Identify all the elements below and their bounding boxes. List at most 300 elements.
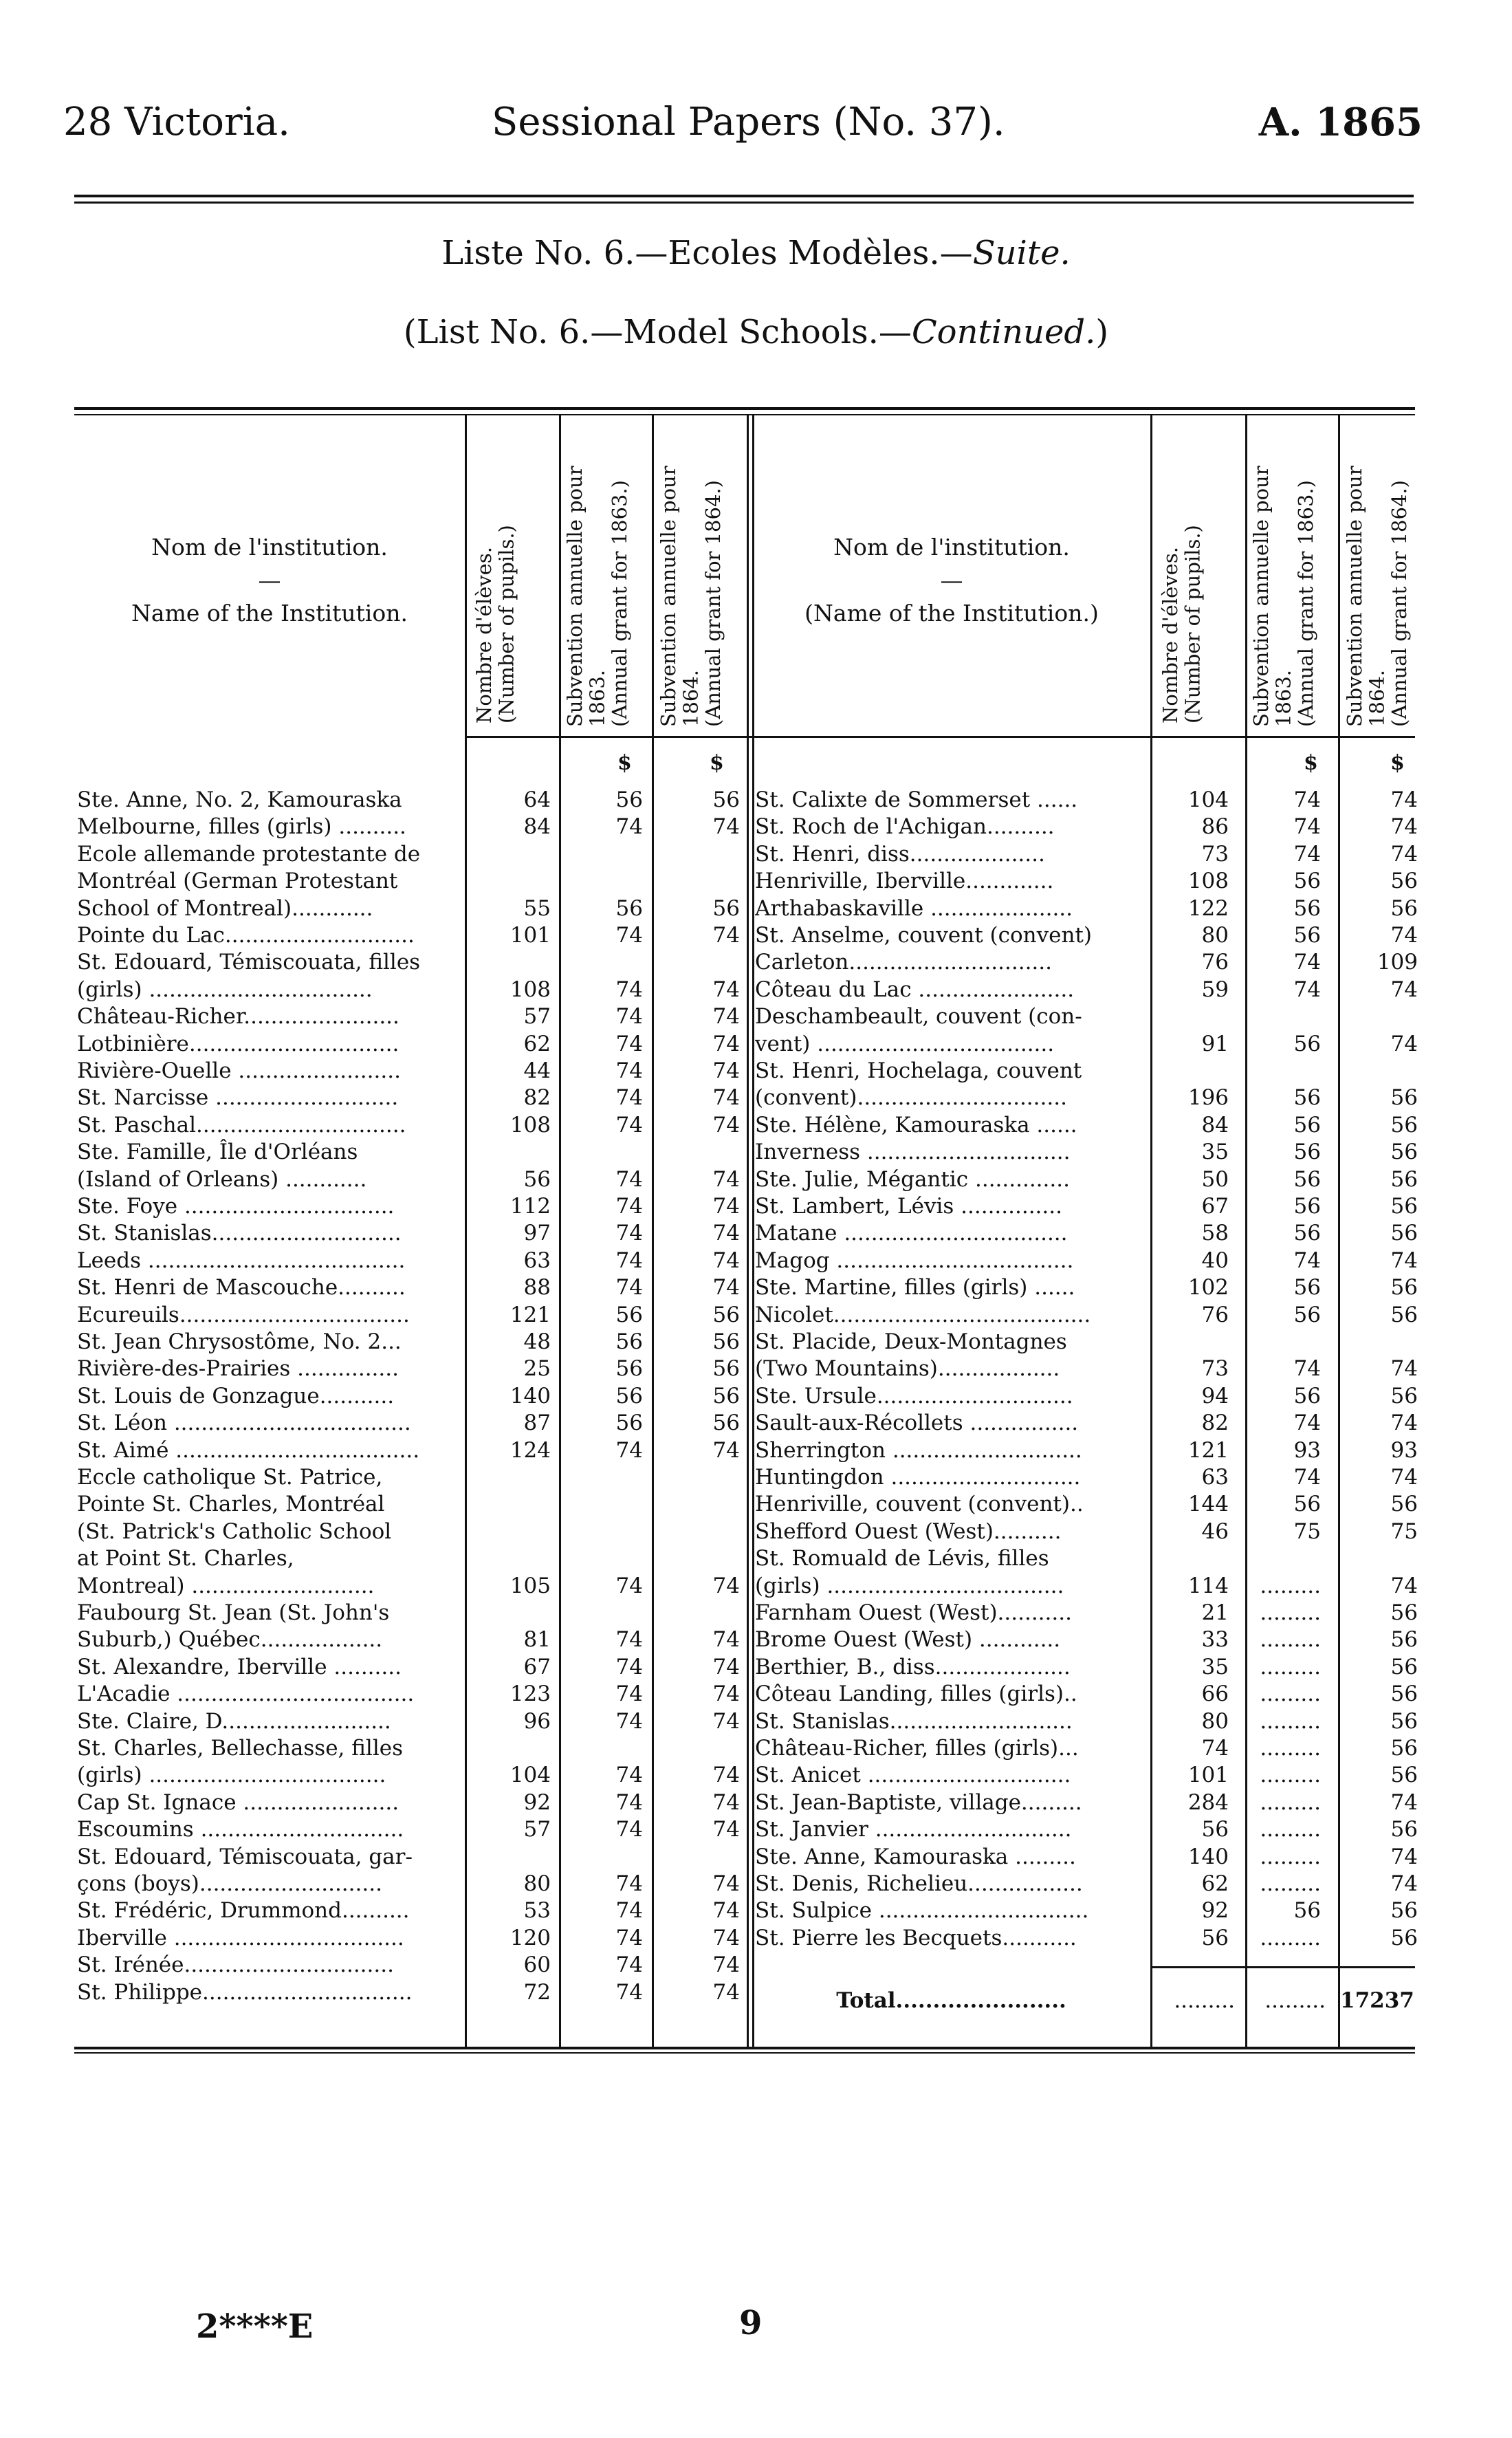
model-schools-table (74, 407, 1418, 2044)
school-name: Sault-aux-Récollets ................ (755, 1411, 1079, 1436)
school-name: Deschambeault, couvent (con- (755, 1004, 1082, 1030)
grant-1863-cell: 74 (615, 1221, 643, 1246)
grant-1864-cell: 74 (712, 1925, 740, 1950)
grant-1864-cell: 74 (712, 1708, 740, 1734)
pupils-cell: 74 (1201, 1736, 1229, 1761)
school-name: St. Janvier ............................. (755, 1817, 1072, 1842)
grant-1864-cell: 56 (1390, 1302, 1418, 1327)
school-name: Montréal (German Protestant (77, 869, 398, 894)
school-name: St. Louis de Gonzague........... (77, 1383, 395, 1408)
pupils-cell: 108 (510, 977, 551, 1002)
table-row (74, 1166, 740, 1193)
table-row (74, 1545, 737, 1571)
grant-1863-cell: 74 (615, 1004, 643, 1030)
grant-1864-cell: 56 (1390, 1194, 1418, 1219)
table-row (752, 1248, 1418, 1274)
table-row (74, 895, 740, 922)
table-row (74, 1329, 740, 1355)
school-name: Magog ................................... (755, 1248, 1074, 1273)
pupils-cell: 57 (523, 1817, 551, 1842)
table-row (752, 1925, 1418, 1951)
left-g64-b: 1864. (679, 669, 703, 727)
left-dollar-1863: $ (617, 751, 632, 775)
grant-1863-cell: 56 (1293, 1194, 1321, 1219)
grant-1864-cell: 74 (1390, 1789, 1418, 1815)
table-row (752, 1600, 1418, 1626)
table-row (74, 1356, 740, 1382)
right-g63-b: 1863. (1271, 669, 1295, 727)
left-grant1863-header (564, 421, 631, 727)
grant-1863-cell: 74 (615, 1058, 643, 1083)
pupils-cell: 114 (1187, 1573, 1229, 1598)
grant-1864-cell: 56 (1390, 1654, 1418, 1679)
left-g63-b: 1863. (585, 669, 609, 727)
school-name: Château-Richer....................... (77, 1004, 399, 1030)
table-row (752, 868, 1418, 894)
table-row (74, 1708, 740, 1734)
grant-1863-cell: 74 (615, 1898, 643, 1924)
grant-1864-cell: 56 (712, 1356, 740, 1382)
grant-1863-cell: ......... (1260, 1925, 1321, 1950)
school-name: Ste. Hélène, Kamouraska ...... (755, 1112, 1077, 1138)
grant-1864-cell: 74 (712, 1681, 740, 1707)
table-row (752, 1274, 1418, 1300)
left-pupils-header (473, 448, 518, 723)
school-name: St. Sulpice ............................... (755, 1898, 1089, 1924)
table-row (752, 922, 1418, 948)
pupils-cell: 88 (523, 1275, 551, 1300)
pupils-cell: 56 (1201, 1817, 1229, 1842)
pupils-cell: 144 (1187, 1492, 1229, 1517)
table-row (74, 1437, 740, 1463)
grant-1863-cell: ......... (1260, 1736, 1321, 1761)
table-row (752, 1329, 1415, 1355)
grant-1863-cell: 56 (615, 1302, 643, 1327)
school-name: Côteau Landing, filles (girls).. (755, 1681, 1077, 1707)
school-name: (St. Patrick's Catholic School (77, 1519, 392, 1544)
pupils-cell: 67 (523, 1654, 551, 1679)
pupils-cell: 55 (523, 895, 551, 921)
school-name: Inverness .............................. (755, 1140, 1071, 1165)
grant-1864-cell: 74 (712, 977, 740, 1002)
table-row (752, 1789, 1418, 1816)
right-name-header (752, 531, 1151, 630)
school-name: Sherrington ............................ (755, 1437, 1082, 1463)
school-name: Ste. Famille, Île d'Orléans (77, 1140, 358, 1165)
pupils-cell: 44 (523, 1058, 551, 1083)
grant-1864-cell: 56 (1390, 1221, 1418, 1246)
pupils-cell: 67 (1201, 1194, 1229, 1219)
grant-1864-cell: 74 (712, 1058, 740, 1083)
total-label: Total....................... (836, 1988, 1066, 2013)
grant-1864-cell: 56 (1390, 1166, 1418, 1192)
grant-1863-cell: ......... (1260, 1817, 1321, 1842)
school-name: Faubourg St. Jean (St. John's (77, 1600, 390, 1625)
school-name: Ste. Anne, No. 2, Kamouraska (77, 787, 402, 812)
total-rule (1150, 1966, 1415, 1968)
grant-1864-cell: 74 (1390, 841, 1418, 867)
table-row (752, 977, 1418, 1003)
title-french-main: Liste No. 6.—Ecoles Modèles.— (441, 234, 973, 272)
left-g64-c: (Annual grant for 1864.) (701, 480, 725, 727)
grant-1864-cell: 56 (1390, 1112, 1418, 1138)
grant-1863-cell: ......... (1260, 1654, 1321, 1679)
table-row (74, 1302, 740, 1328)
school-name: (girls) ................................... (77, 1763, 386, 1788)
grant-1863-cell: 74 (615, 814, 643, 840)
school-name: St. Calixte de Sommerset ...... (755, 787, 1078, 812)
pupils-cell: 84 (523, 814, 551, 840)
school-name: St. Anselme, couvent (convent) (755, 923, 1092, 948)
pupils-cell: 76 (1201, 950, 1229, 975)
table-row (752, 1844, 1418, 1870)
school-name: çons (boys)........................... (77, 1871, 382, 1896)
grant-1864-cell: 74 (712, 1112, 740, 1138)
table-bottom-rule (74, 2047, 1415, 2049)
grant-1863-cell: ......... (1260, 1871, 1321, 1896)
school-name: Ecole allemande protestante de (77, 841, 421, 867)
page-number: 9 (739, 2304, 763, 2342)
grant-1863-cell: ......... (1260, 1600, 1321, 1625)
pupils-cell: 62 (1201, 1871, 1229, 1896)
grant-1863-cell: 93 (1293, 1437, 1321, 1463)
total-1863: ......... (1264, 1988, 1326, 2013)
left-name-en: Name of the Institution. (131, 599, 408, 627)
grant-1863-cell: 56 (615, 1411, 643, 1436)
grant-1864-cell: 56 (1390, 1925, 1418, 1950)
table-row (752, 1193, 1418, 1219)
table-row (74, 1681, 740, 1707)
header-rule-bottom (74, 202, 1414, 204)
grant-1863-cell: 74 (615, 1952, 643, 1978)
grant-1863-cell: 56 (1293, 1166, 1321, 1192)
title-english-main: (List No. 6.—Model Schools.— (403, 313, 912, 351)
school-name: L'Acadie ................................... (77, 1681, 415, 1707)
table-row (74, 1464, 737, 1490)
right-g63-c: (Annual grant for 1863.) (1293, 480, 1317, 727)
pupils-cell: 84 (1201, 1112, 1229, 1138)
pupils-cell: 122 (1187, 895, 1229, 921)
school-name: St. Aimé .................................... (77, 1437, 420, 1463)
grant-1864-cell: 74 (712, 1031, 740, 1056)
school-name: Ecureuils.................................. (77, 1302, 410, 1327)
school-name: Matane ................................. (755, 1221, 1068, 1246)
right-dollar-1864: $ (1390, 751, 1405, 775)
grant-1864-cell: 74 (1390, 814, 1418, 840)
pupils-cell: 80 (1201, 1708, 1229, 1734)
grant-1863-cell: 56 (615, 1383, 643, 1408)
total-row (752, 1988, 1415, 2014)
table-row (74, 1925, 740, 1951)
pupils-cell: 102 (1187, 1275, 1229, 1300)
grant-1863-cell: 74 (615, 1085, 643, 1111)
pupils-cell: 64 (523, 787, 551, 812)
grant-1863-cell: 56 (1293, 1031, 1321, 1056)
table-row (752, 1871, 1418, 1897)
school-name: Cap St. Ignace ....................... (77, 1789, 399, 1815)
pupils-cell: 91 (1201, 1031, 1229, 1056)
table-row (752, 1573, 1418, 1599)
pupils-cell: 82 (523, 1085, 551, 1111)
pupils-cell: 121 (510, 1302, 551, 1327)
table-row (752, 1031, 1418, 1057)
grant-1863-cell: 74 (1293, 1248, 1321, 1273)
pupils-cell: 81 (523, 1627, 551, 1653)
grant-1864-cell: 56 (1390, 1681, 1418, 1707)
school-name: Leeds ...................................... (77, 1248, 406, 1273)
school-name: Farnham Ouest (West)........... (755, 1600, 1072, 1625)
table-row (752, 1708, 1418, 1734)
school-name: (girls) ................................. (77, 977, 373, 1002)
grant-1864-cell: 74 (1390, 1871, 1418, 1896)
school-name: Ste. Martine, filles (girls) ...... (755, 1275, 1075, 1300)
grant-1863-cell: 74 (1293, 1356, 1321, 1382)
school-name: St. Romuald de Lévis, filles (755, 1546, 1049, 1571)
right-pupils-header (1159, 448, 1204, 723)
pupils-cell: 108 (1187, 869, 1229, 894)
grant-1864-cell: 74 (712, 923, 740, 948)
table-row (752, 1437, 1418, 1463)
header-year: A. 1865 (1258, 100, 1423, 145)
grant-1864-cell: 74 (1390, 1031, 1418, 1056)
school-name: Henriville, couvent (convent).. (755, 1492, 1084, 1517)
grant-1864-cell: 74 (712, 1437, 740, 1463)
grant-1863-cell: 56 (1293, 923, 1321, 948)
table-row (74, 949, 737, 975)
school-name: at Point St. Charles, (77, 1546, 294, 1571)
table-row (752, 1356, 1418, 1382)
grant-1863-cell: 74 (615, 1708, 643, 1734)
grant-1863-cell: 74 (615, 923, 643, 948)
table-row (752, 1003, 1415, 1030)
pupils-cell: 59 (1201, 977, 1229, 1002)
table-row (752, 949, 1418, 975)
grant-1863-cell: ......... (1260, 1573, 1321, 1598)
school-name: St. Charles, Bellechasse, filles (77, 1736, 404, 1761)
pupils-cell: 73 (1201, 1356, 1229, 1382)
school-name: Montreal) ........................... (77, 1573, 375, 1598)
grant-1864-cell: 74 (712, 1221, 740, 1246)
table-row (74, 1897, 740, 1924)
grant-1864-cell: 56 (1390, 1275, 1418, 1300)
grant-1863-cell: 56 (1293, 1140, 1321, 1165)
table-row (752, 1410, 1418, 1436)
pupils-cell: 124 (510, 1437, 551, 1463)
table-row (752, 814, 1418, 840)
pupils-cell: 60 (523, 1952, 551, 1978)
total-1864: 17237 (1340, 1988, 1414, 2013)
right-dollar-1863: $ (1304, 751, 1318, 775)
pupils-cell: 80 (1201, 923, 1229, 948)
school-name: Pointe St. Charles, Montréal (77, 1492, 385, 1517)
school-name: St. Philippe............................... (77, 1979, 413, 2005)
pupils-cell: 96 (523, 1708, 551, 1734)
grant-1863-cell: 56 (1293, 895, 1321, 921)
school-name: (convent)............................... (755, 1085, 1067, 1111)
grant-1863-cell: 56 (1293, 1221, 1321, 1246)
grant-1864-cell: 56 (1390, 1817, 1418, 1842)
left-g64-a: Subvention annuelle pour (657, 466, 680, 727)
table-bottom-rule-thin (74, 2052, 1415, 2054)
grant-1863-cell: 74 (615, 1166, 643, 1192)
pupils-cell: 35 (1201, 1654, 1229, 1679)
school-name: Côteau du Lac ....................... (755, 977, 1075, 1002)
grant-1864-cell: 56 (1390, 895, 1418, 921)
school-name: Ste. Julie, Mégantic .............. (755, 1166, 1070, 1192)
school-name: Henriville, Iberville............. (755, 869, 1054, 894)
school-name: St. Anicet .............................. (755, 1763, 1071, 1788)
table-row (74, 1626, 740, 1653)
school-name: St. Stanislas............................ (77, 1221, 402, 1246)
left-name-fr: Nom de l'institution. (151, 534, 388, 560)
total-pupils: ......... (1174, 1988, 1235, 2013)
school-name: Carleton.............................. (755, 950, 1052, 975)
grant-1863-cell: 74 (1293, 1465, 1321, 1490)
grant-1863-cell: 56 (615, 787, 643, 812)
pupils-cell: 105 (510, 1573, 551, 1598)
grant-1863-cell: 56 (615, 895, 643, 921)
right-name-fr: Nom de l'institution. (833, 534, 1070, 560)
grant-1863-cell: 56 (1293, 1112, 1321, 1138)
grant-1864-cell: 74 (712, 1979, 740, 2005)
grant-1864-cell: 74 (712, 1275, 740, 1300)
grant-1864-cell: 109 (1377, 950, 1418, 975)
grant-1863-cell: 56 (615, 1356, 643, 1382)
left-name-header (74, 531, 465, 630)
right-g63-a: Subvention annuelle pour (1249, 466, 1273, 727)
grant-1864-cell: 56 (1390, 1898, 1418, 1924)
table-row (752, 1058, 1415, 1084)
table-row (752, 1220, 1418, 1246)
pupils-cell: 112 (510, 1194, 551, 1219)
table-row (752, 1519, 1418, 1545)
grant-1863-cell: 74 (1293, 787, 1321, 812)
school-name: St. Placide, Deux-Montagnes (755, 1329, 1067, 1354)
grant-1863-cell: 74 (615, 1871, 643, 1896)
table-row (752, 787, 1418, 813)
school-name: School of Montreal)............ (77, 895, 373, 921)
grant-1863-cell: 74 (615, 1275, 643, 1300)
pupils-cell: 140 (510, 1383, 551, 1408)
grant-1864-cell: 74 (712, 1763, 740, 1788)
grant-1864-cell: 74 (712, 1004, 740, 1030)
table-row (752, 1112, 1418, 1138)
table-row (752, 1491, 1418, 1517)
pupils-cell: 56 (523, 1166, 551, 1192)
table-row (74, 1762, 740, 1788)
school-name: St. Irénée............................... (77, 1952, 394, 1978)
grant-1863-cell: 74 (1293, 1411, 1321, 1436)
grant-1863-cell: 74 (615, 1979, 643, 2005)
school-name: St. Denis, Richelieu................. (755, 1871, 1083, 1896)
title-english-close: ) (1095, 313, 1109, 351)
grant-1864-cell: 56 (1390, 869, 1418, 894)
table-row (74, 1003, 740, 1030)
table-row (74, 1952, 740, 1978)
school-name: Ste. Claire, D......................... (77, 1708, 391, 1734)
school-name: (girls) ................................... (755, 1573, 1064, 1598)
grant-1864-cell: 74 (1390, 1248, 1418, 1273)
grant-1864-cell: 74 (712, 814, 740, 840)
grant-1863-cell: 56 (1293, 1492, 1321, 1517)
table-row (752, 1816, 1418, 1842)
grant-1864-cell: 74 (712, 1573, 740, 1598)
school-name: Iberville .................................. (77, 1925, 404, 1950)
grant-1863-cell: 74 (615, 1654, 643, 1679)
pupils-cell: 56 (1201, 1925, 1229, 1950)
school-name: Nicolet...................................... (755, 1302, 1091, 1327)
grant-1864-cell: 56 (1390, 1763, 1418, 1788)
school-name: (Two Mountains).................. (755, 1356, 1060, 1382)
table-row (74, 1274, 740, 1300)
right-pupils-fr: Nombre d'élèves. (1159, 547, 1182, 723)
col-sep-4 (747, 415, 749, 2047)
right-g64-a: Subvention annuelle pour (1343, 466, 1366, 727)
pupils-cell: 21 (1201, 1600, 1229, 1625)
grant-1864-cell: 74 (712, 1085, 740, 1111)
school-name: St. Jean-Baptiste, village......... (755, 1789, 1082, 1815)
grant-1864-cell: 56 (1390, 1736, 1418, 1761)
table-row (752, 1383, 1418, 1409)
pupils-cell: 63 (523, 1248, 551, 1273)
header-papers: Sessional Papers (No. 37). (492, 100, 1005, 144)
grant-1864-cell: 56 (712, 787, 740, 812)
table-row (74, 977, 740, 1003)
pupils-cell: 66 (1201, 1681, 1229, 1707)
grant-1863-cell: ......... (1260, 1708, 1321, 1734)
school-name: St. Pierre les Becquets........... (755, 1925, 1077, 1950)
grant-1863-cell: ......... (1260, 1763, 1321, 1788)
table-row (752, 841, 1418, 867)
pupils-cell: 196 (1187, 1085, 1229, 1111)
grant-1864-cell: 74 (1390, 1356, 1418, 1382)
table-top-rule-thin (74, 414, 1415, 415)
table-row (74, 1519, 737, 1545)
school-name: Melbourne, filles (girls) .......... (77, 814, 406, 840)
table-row (752, 1762, 1418, 1788)
grant-1864-cell: 74 (1390, 977, 1418, 1002)
school-name: St. Roch de l'Achigan.......... (755, 814, 1055, 840)
header-session: 28 Victoria. (63, 100, 290, 144)
school-name: St. Edouard, Témiscouata, gar- (77, 1844, 413, 1869)
grant-1863-cell: ......... (1260, 1627, 1321, 1653)
grant-1864-cell: 74 (712, 1627, 740, 1653)
grant-1863-cell: 56 (1293, 869, 1321, 894)
school-name: St. Frédéric, Drummond.......... (77, 1898, 410, 1924)
grant-1864-cell: 74 (712, 1248, 740, 1273)
grant-1864-cell: 74 (1390, 1411, 1418, 1436)
grant-1864-cell: 74 (712, 1871, 740, 1896)
grant-1864-cell: 93 (1390, 1437, 1418, 1463)
table-row (752, 1139, 1418, 1165)
pupils-cell: 50 (1201, 1166, 1229, 1192)
left-g63-a: Subvention annuelle pour (563, 466, 587, 727)
table-row (74, 1491, 737, 1517)
table-row (74, 922, 740, 948)
pupils-cell: 87 (523, 1411, 551, 1436)
table-row (752, 895, 1418, 922)
grant-1864-cell: 74 (1390, 787, 1418, 812)
table-row (74, 1735, 737, 1761)
table-row (74, 1816, 740, 1842)
grant-1863-cell: 56 (1293, 1898, 1321, 1924)
table-row (74, 1058, 740, 1084)
pupils-cell: 48 (523, 1329, 551, 1354)
pupils-cell: 82 (1201, 1411, 1229, 1436)
grant-1864-cell: 74 (712, 1817, 740, 1842)
school-name: St. Lambert, Lévis ............... (755, 1194, 1062, 1219)
pupils-cell: 76 (1201, 1302, 1229, 1327)
